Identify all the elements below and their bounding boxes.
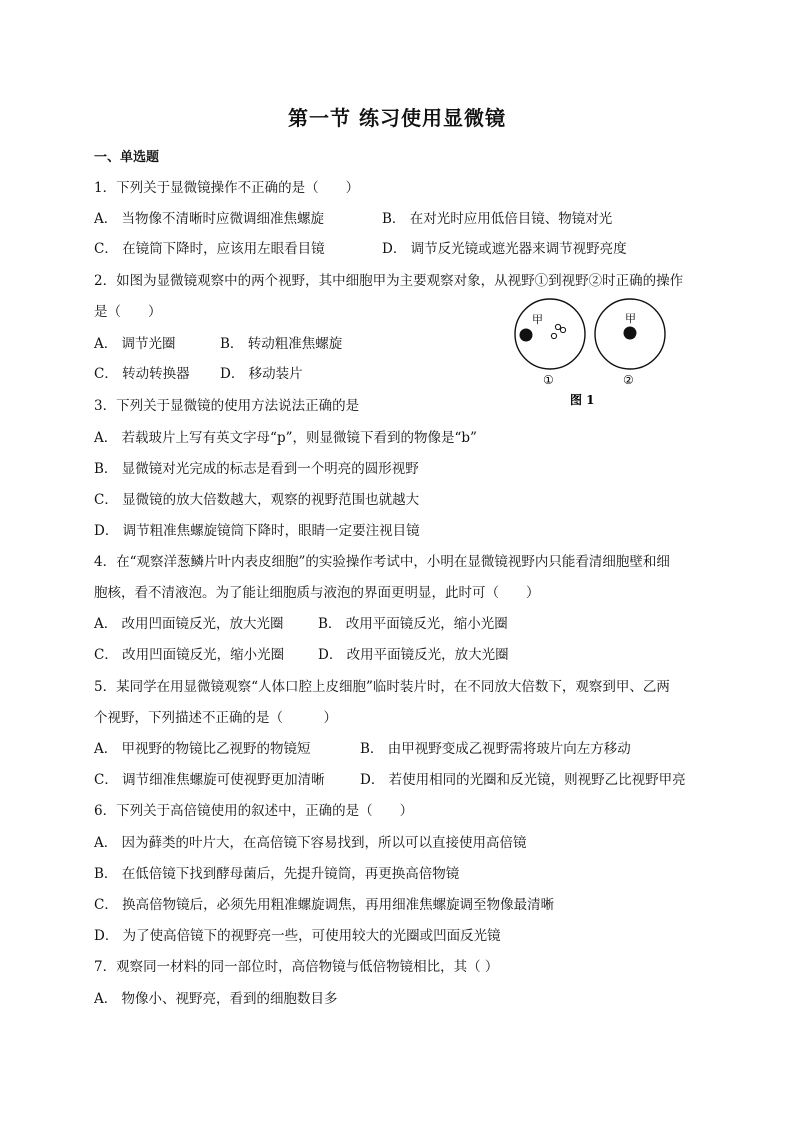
question-5-option-d: D． 若使用相同的光圈和反光镜，则视野乙比视野甲亮 <box>360 772 686 788</box>
cell-label-view-2: 甲 <box>625 312 636 325</box>
question-1-option-d: D． 调节反光镜或遮光器来调节视野亮度 <box>382 241 627 257</box>
question-2-option-d: D． 移动装片 <box>220 366 303 382</box>
page-title: 第一节 练习使用显微镜 <box>288 106 506 130</box>
question-2-stem-cont: 是（ ） <box>94 304 162 320</box>
small-cell <box>551 333 556 338</box>
question-2-option-c: C． 转动转换器 <box>94 366 190 382</box>
question-7-option-a: A． 物像小、视野亮，看到的细胞数目多 <box>94 991 338 1007</box>
question-1-option-c: C． 在镜筒下降时，应该用左眼看目镜 <box>94 241 325 257</box>
question-6-stem: 6．下列关于高倍镜使用的叙述中，正确的是（ ） <box>94 803 414 819</box>
question-3-option-c: C． 显微镜的放大倍数越大，观察的视野范围也就越大 <box>94 492 420 508</box>
question-4-stem: 4．在“观察洋葱鳞片叶内表皮细胞”的实验操作考试中，小明在显微镜视野内只能看清细胞壁和细 <box>94 554 670 570</box>
cell-label-view-1: 甲 <box>532 313 543 326</box>
section-heading: 一、单选题 <box>94 150 160 165</box>
question-6-option-c: C． 换高倍物镜后，必须先用粗准螺旋调焦，再用细准焦螺旋调至物像最清晰 <box>94 897 555 913</box>
question-4-option-a: A． 改用凹面镜反光，放大光圈 <box>94 616 284 632</box>
question-4-option-d: D． 改用平面镜反光，放大光圈 <box>318 647 509 663</box>
view-2-label: ② <box>623 373 634 387</box>
question-6-option-a: A． 因为藓类的叶片大，在高倍镜下容易找到，所以可以直接使用高倍镜 <box>94 835 527 851</box>
small-cell <box>560 327 565 332</box>
question-3-option-d: D． 调节粗准焦螺旋镜筒下降时，眼睛一定要注视目镜 <box>94 523 420 539</box>
question-1-option-b: B． 在对光时应用低倍目镜、物镜对光 <box>382 211 613 227</box>
question-1-option-a: A． 当物像不清晰时应微调细准焦螺旋 <box>94 211 325 227</box>
question-1-stem: 1．下列关于显微镜操作不正确的是（ ） <box>94 180 360 196</box>
cell-jia-view-2 <box>624 327 637 340</box>
microscope-views-figure <box>510 298 670 408</box>
question-3-option-a: A． 若载玻片上写有英文字母“p”，则显微镜下看到的物像是“b” <box>94 430 477 446</box>
small-cell <box>555 324 560 329</box>
question-7-stem: 7．观察同一材料的同一部位时，高倍物镜与低倍物镜相比，其（ ） <box>94 959 499 975</box>
question-5-stem: 5．某同学在用显微镜观察“人体口腔上皮细胞”临时装片时，在不同放大倍数下，观察到甲、乙两 <box>94 679 670 695</box>
question-2-option-a: A． 调节光圈 <box>94 336 176 352</box>
question-6-option-b: B． 在低倍镜下找到酵母菌后，先提升镜筒，再更换高倍物镜 <box>94 866 460 882</box>
question-2-stem: 2．如图为显微镜观察中的两个视野，其中细胞甲为主要观察对象，从视野①到视野②时正确的操作 <box>94 273 684 289</box>
question-2-option-b: B． 转动粗准焦螺旋 <box>220 336 343 352</box>
question-4-stem-cont: 胞核，看不清液泡。为了能让细胞质与液泡的界面更明显，此时可（ ） <box>94 585 540 601</box>
question-5-option-b: B． 由甲视野变成乙视野需将玻片向左方移动 <box>360 741 631 757</box>
question-4-option-c: C． 改用凹面镜反光，缩小光圈 <box>94 647 285 663</box>
question-6-option-d: D． 为了使高倍镜下的视野亮一些，可使用较大的光圈或凹面反光镜 <box>94 928 501 944</box>
question-3-stem: 3．下列关于显微镜的使用方法说法正确的是 <box>94 398 360 414</box>
question-4-option-b: B． 改用平面镜反光，缩小光圈 <box>318 616 508 632</box>
question-5-stem-cont: 个视野，下列描述不正确的是（ ） <box>94 710 337 726</box>
cell-jia-view-1 <box>520 329 533 342</box>
view-1-label: ① <box>543 373 554 387</box>
figure-caption: 图 1 <box>570 393 595 407</box>
question-5-option-c: C． 调节细准焦螺旋可使视野更加清晰 <box>94 772 325 788</box>
question-5-option-a: A． 甲视野的物镜比乙视野的物镜短 <box>94 741 311 757</box>
question-3-option-b: B． 显微镜对光完成的标志是看到一个明亮的圆形视野 <box>94 461 419 477</box>
